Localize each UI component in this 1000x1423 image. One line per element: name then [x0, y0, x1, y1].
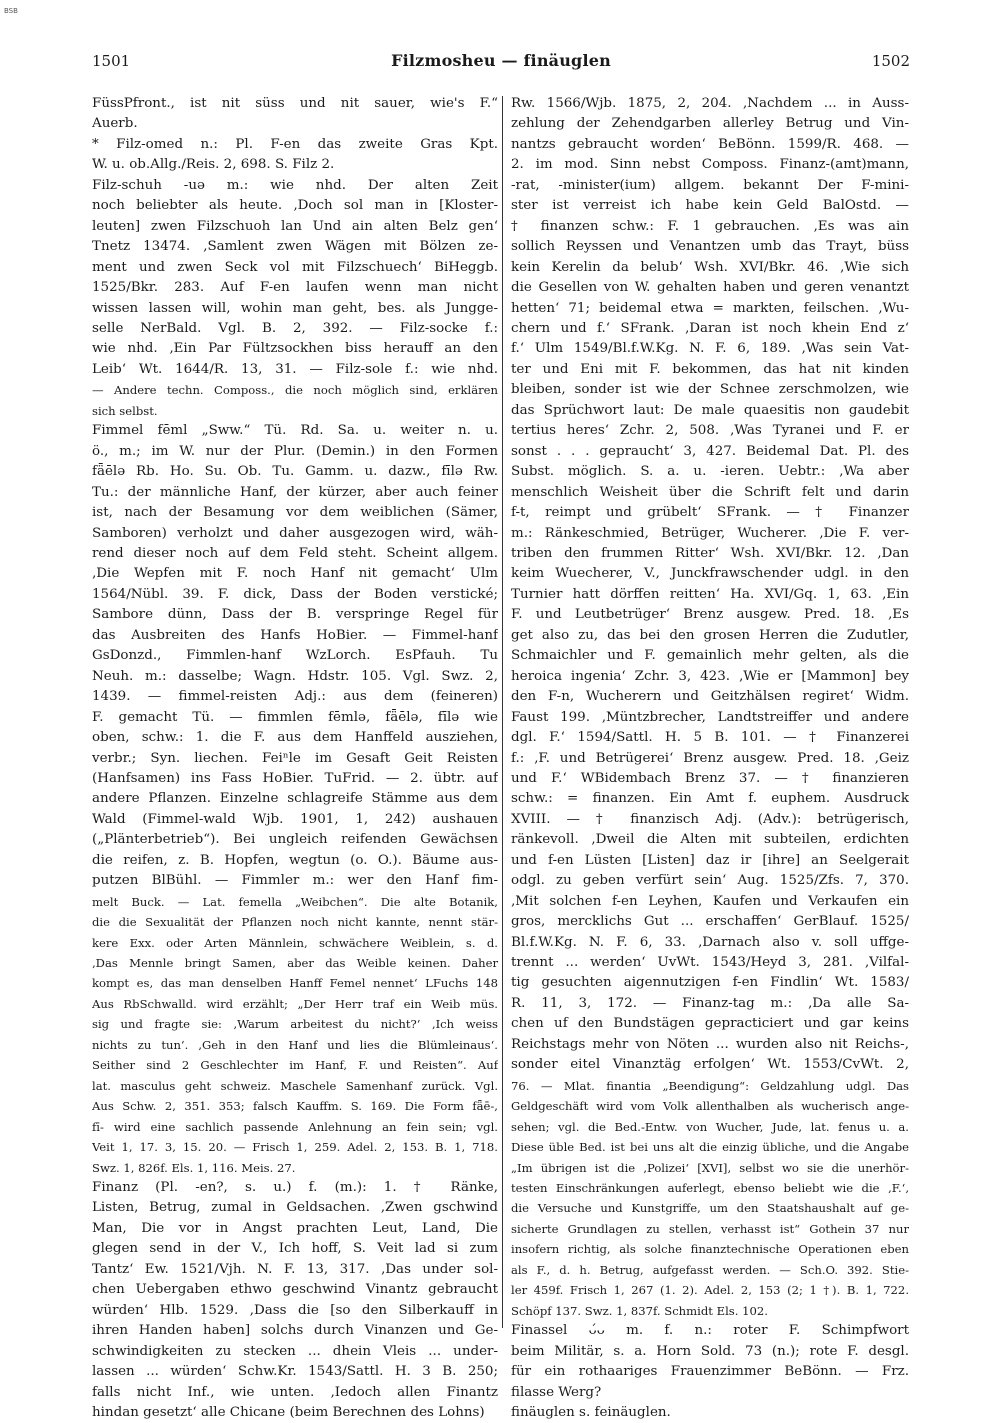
text-line: kere Exx. oder Arten Männlein, schwächere Weiblein, s. d. [92, 935, 498, 950]
text-line: fī- wird eine sachlich passende Anlehnung an fein sein; vgl. [92, 1119, 498, 1134]
text-line: Tantz‘ Ew. 1521/Vjh. N. F. 13, 317. ‚Das under sol- [92, 1261, 498, 1277]
text-line: bleiben, sonder ist wie der Schnee zerschmolzen, wie [511, 382, 909, 398]
text-line: wie nhd. ‚Ein Par Fültzsockhen biss herauff an den [92, 341, 498, 357]
text-line: Aus RbSchwalld. wird erzählt; „Der Herr traf ein Weib müs. [92, 996, 498, 1011]
text-line: „Im übrigen ist die ‚Polizei‘ [XVI], selbst wo sie die unerhör- [511, 1160, 909, 1175]
text-line: noch beliebter als heute. ‚Doch sol man in [Kloster- [92, 198, 498, 214]
text-line: für ein rothaariges Frauenzimmer BeBönn. — Frz. [511, 1364, 909, 1380]
text-line: Faust 199. ‚Müntzbrecher, Landtstreiffer und andere [511, 709, 909, 725]
page-number-right: 1502 [871, 52, 910, 70]
text-line: Tnetz 13474. ‚Samlent zwen Wägen mit Bölzen ze- [92, 239, 498, 255]
left-column [92, 94, 498, 1423]
text-line: nichts zu tun‘. ‚Geh in den Hanf und lies die Blümleinaus‘. [92, 1037, 498, 1052]
text-line: odgl. zu geben verfürt sein‘ Aug. 1525/Zfs. 7, 370. [511, 873, 909, 889]
text-line: sonder eitel Vinanztäg erfolgen‘ Wt. 1553/CvWt. 2, [511, 1057, 909, 1073]
text-line: ränkevoll. ‚Dweil die Alten mit subteilen, erdichten [511, 832, 909, 848]
text-line: FüssPfront., ist nit süss und nit sauer, wie's F.“ [92, 96, 498, 111]
text-line: 2. im mod. Sinn nebst Composs. Finanz-(amt)mann, [511, 157, 909, 173]
text-line: Seither sind 2 Geschlechter im Hanf, F. und Reisten“. Auf [92, 1058, 498, 1073]
text-line: ö., m.; im W. nur der Plur. (Demin.) in den Formen [92, 443, 498, 459]
text-line: † finanzen schw.: F. 1 gebrauchen. ‚Es was ain [511, 218, 909, 234]
text-line: Bl.f.W.Kg. N. F. 6, 33. ‚Darnach also v. soll uffge- [511, 934, 909, 950]
text-line: zehlung der Zehendgarben allerley Betrug und Vin- [511, 116, 909, 132]
text-line: die die Sexualität der Pflanzen noch nicht kannte, nennt stär- [92, 915, 498, 930]
text-line: Schöpf 137. Swz. 1, 837f. Schmidt Els. 102. [511, 1303, 768, 1318]
text-line: leuten] zwen Filzschuoh lan Und ain alten Belz gen‘ [92, 218, 498, 234]
text-line: oben, schw.: 1. die F. aus dem Hanffeld ausziehen, [92, 730, 498, 746]
text-line: fǟēlə Rb. Ho. Su. Ob. Tu. Gamm. u. dazw., fīlə Rw. [92, 464, 498, 480]
text-line: die Gesellen von W. gehalten haben und geren venantzt [511, 280, 909, 296]
text-line: F. und Leutbetrüger‘ Brenz ausgew. Pred. 18. ‚Es [511, 607, 909, 623]
text-line: keim Wuecherer, V., Junckfrawschender udgl. in den [511, 566, 909, 582]
text-line: ter und Eni mit F. bekommen, das hat nit kinden [511, 361, 909, 377]
text-line: R. 11, 3, 172. — Finanz-tag m.: ‚Da alle Sa- [511, 995, 909, 1011]
text-line: putzen BlBühl. — Fimmler m.: wer den Hanf fim- [92, 873, 498, 889]
text-line: das Ausbreiten des Hanfs HoBier. — Fimmel-hanf [92, 627, 498, 643]
text-line: 76. — Mlat. finantia „Beendigung“: Geldzahlung udgl. Das [511, 1078, 909, 1093]
text-line: falls nicht Inf., wie unten. ‚Iedoch allen Finantz [92, 1384, 498, 1400]
text-line: GsDonzd., Fimmlen-hanf WzLorch. EsPfauh. Tu [92, 648, 498, 664]
text-line: sich selbst. [92, 403, 158, 418]
text-line: sonst . . . gepraucht‘ 3, 427. Beidemal Dat. Pl. des [511, 443, 909, 459]
text-line: glegen send in der V., Ich hoff, S. Veit lad si zum [92, 1241, 498, 1257]
text-line: Wald (Fimmel-wald Wjb. 1901, 1, 242) aushauen [92, 811, 498, 827]
text-line: ‚Mit solchen f-en Leyhen, Kaufen und Verkaufen ein [511, 893, 909, 909]
text-line: Diese üble Bed. ist bei uns alt die einzig übliche, und die Angabe [511, 1140, 909, 1155]
text-line: Finassel ᴗ́ᴗ m. f. n.: roter F. Schimpfwort [511, 1323, 909, 1339]
text-line: gros, mercklichs Gut ... erschaffen‘ GerBlauf. 1525/ [511, 914, 909, 930]
page-number-left: 1501 [92, 52, 131, 70]
text-line: als F., d. h. Betrug, aufgefasst werden. — Sch.O. 392. Stie- [511, 1262, 909, 1277]
text-line: die Versuche und Kunstgriffe, um den Staatshaushalt auf ge- [511, 1201, 909, 1216]
text-line: -rat, -minister(ium) allgem. bekannt Der F-mini- [511, 177, 909, 193]
text-line: Subst. möglich. S. a. u. -ieren. Uebtr.: ‚Wa aber [511, 464, 909, 480]
text-line: ‚Das Mennle bringt Samen, aber das Weible keinen. Daher [92, 956, 498, 971]
text-line: F. gemacht Tü. — fimmlen fēmlə, fǟēlə, fīlə wie [92, 709, 498, 725]
text-line: Swz. 1, 826f. Els. 1, 116. Meis. 27. [92, 1160, 296, 1175]
text-line: tig gesuchten aigennutzigen f-en Findlin‘ Wt. 1583/ [511, 975, 909, 991]
text-line: (Hanfsamen) ins Fass HoBier. TuFrid. — 2. übtr. auf [92, 770, 498, 786]
text-line: und f-en Lüsten [Listen] daz ir [ihre] an Seelgerait [511, 852, 909, 868]
text-line: chern und f.‘ SFrank. ‚Daran ist noch khein End z‘ [511, 320, 909, 336]
text-line: Man, Die vor in Angst prachten Leut, Land, Die [92, 1220, 498, 1236]
library-stamp: BSB [4, 7, 18, 15]
text-line: filasse Werg? [511, 1384, 602, 1400]
text-line: würden‘ Hlb. 1529. ‚Dass die [so den Silberkauff in [92, 1302, 498, 1318]
text-line: Listen, Betrug, zumal in Geldsachen. ‚Zwen gschwind [92, 1200, 498, 1216]
text-line: menschlich Weisheit über die Schrift felt und darin [511, 484, 909, 500]
text-line: schw.: = finanzen. Ein Amt f. euphem. Ausdruck [511, 791, 909, 807]
text-line: rend dieser noch auf dem Feld steht. Scheint allgem. [92, 545, 498, 561]
text-line: 1439. — fimmel-reisten Adj.: aus dem (feineren) [92, 689, 498, 705]
text-line: Aus Schw. 2, 351. 353; falsch Kauffm. S. 169. Die Form fǟē-, [92, 1099, 498, 1114]
text-line: Turnier hatt dörffen reitten‘ Ha. XVI/Gq. 1, 63. ‚Ein [511, 586, 909, 602]
text-line: tertius heres‘ Zchr. 2, 508. ‚Was Tyranei und F. er [511, 423, 909, 439]
text-line: kompt es, das man denselben Hanff Femel nennet‘ LFuchs 148 [92, 976, 498, 991]
text-line: und F.‘ WBidembach Brenz 37. — † finanzieren [511, 770, 909, 786]
text-line: W. u. ob.Allg./Reis. 2, 698. S. Filz 2. [92, 157, 335, 173]
text-line: Tu.: der männliche Hanf, der kürzer, aber auch feiner [92, 484, 498, 500]
text-line: Filz-schuh -uə m.: wie nhd. Der alten Zeit [92, 177, 498, 193]
text-line: Veit 1, 17. 3, 15. 20. — Frisch 1, 259. Adel. 2, 153. B. 1, 718. [92, 1140, 498, 1155]
text-line: f.‘ Ulm 1549/Bl.f.W.Kg. N. F. 6, 189. ‚Was sein Vat- [511, 341, 909, 357]
text-line: Leib‘ Wt. 1644/R. 13, 31. — Filz-sole f.: wie nhd. [92, 361, 498, 377]
text-line: Sambore dünn, Dass der B. verspringe Regel für [92, 607, 498, 623]
text-line: XVIII. — † finanzisch Adj. (Adv.): betrügerisch, [511, 811, 909, 827]
text-line: get also zu, das bei den grosen Herren die Zudutler, [511, 627, 909, 643]
text-line: hetten‘ 71; beidemal etwa = markten, feilschen. ‚Wu- [511, 300, 909, 316]
text-line: verbr.; Syn. liechen. Feiⁿle im Gesaft Geit Reisten [92, 750, 498, 766]
right-column [511, 94, 909, 1423]
text-line: die reifen, z. B. Hopfen, wegtun (o. O.). Bäume aus- [92, 852, 498, 868]
text-line: Samboren) verholzt und daher ausgezogen wird, wäh- [92, 525, 498, 541]
text-line: schwindigkeiten zu stecken ... dhein Vleis ... under- [92, 1343, 498, 1359]
page-title: Filzmosheu — finäuglen [391, 51, 611, 70]
text-line: chen uf den Bundstägen gepracticiert und gar keins [511, 1016, 909, 1032]
text-line: — Andere techn. Composs., die noch möglich sind, erklären [92, 383, 498, 398]
text-line: chen Uebergaben ethwo geschwind Vinantz gebraucht [92, 1282, 498, 1298]
text-line: 1525/Bkr. 283. Auf F-en laufen wenn man nicht [92, 280, 498, 296]
text-line: Neuh. m.: dasselbe; Wagn. Hdstr. 105. Vgl. Swz. 2, [92, 668, 498, 684]
text-line: Rw. 1566/Wjb. 1875, 2, 204. ‚Nachdem ... in Auss- [511, 96, 909, 111]
text-line: f-t, reimpt und grübelt‘ SFrank. — † Finanzer [511, 505, 909, 521]
text-line: das Sprüchwort laut: De male quaesitis non gaudebit [511, 402, 909, 418]
text-line: Auerb. [92, 116, 138, 132]
text-line: finäuglen s. feinäuglen. [511, 1405, 671, 1420]
text-line: ster ist verreist ich habe kein Geld BalOstd. — [511, 198, 909, 214]
text-line: beim Militär, s. a. Horn Sold. 73 (n.); rote F. desgl. [511, 1343, 909, 1359]
text-line: ler 459f. Frisch 1, 267 (1. 2). Adel. 2, 153 (2; 1 †). B. 1, 722. [511, 1283, 909, 1298]
text-line: Reichstags mehr von Nöten ... wurden also nit Reichs-, [511, 1036, 909, 1052]
text-line: dgl. F.‘ 1594/Sattl. H. 5 B. 101. — † Finanzerei [511, 730, 909, 746]
text-line: ment und zwen Seck vol mit Filzschuech‘ BiHeggb. [92, 259, 498, 275]
text-line: f.: ‚F. und Betrügerei‘ Brenz ausgew. Pred. 18. ‚Geiz [511, 750, 909, 766]
text-line: Geldgeschäft wird vom Volk allenthalben als wucherisch ange- [511, 1099, 909, 1114]
text-line: sehen; vgl. die Bed.-Entw. von Wucher, Jude, lat. fenus u. a. [511, 1119, 909, 1134]
text-line: trennt ... werden‘ UvWt. 1543/Heyd 3, 281. ‚Vilfal- [511, 955, 909, 971]
text-line: melt Buck. — Lat. femella „Weibchen“. Die alte Botanik, [92, 894, 498, 909]
text-line: ihren Handen haben] solchs durch Vinanzen und Ge- [92, 1323, 498, 1339]
text-line: Finanz (Pl. -en?, s. u.) f. (m.): 1. † Ränke, [92, 1180, 498, 1196]
text-line: andere Pflanzen. Einzelne schlagreife Stämme aus dem [92, 791, 498, 807]
text-line: wissen lassen will, wohin man geht, bes. als Jungge- [92, 300, 498, 316]
text-line: ‚Die Wepfen mit F. noch Hanf nit gemacht‘ Ulm [92, 566, 498, 582]
text-line: („Plänterbetrieb“). Bei ungleich reifenden Gewächsen [92, 832, 498, 848]
text-line: Fimmel fēml „Sww.“ Tü. Rd. Sa. u. weiter n. u. [92, 423, 498, 439]
text-line: hindan gesetzt‘ alle Chicane (beim Berechnen des Lohns) [92, 1405, 485, 1420]
text-line: sig und fragte sie: ‚Warum arbeitest du nicht?‘ ‚Ich weiss [92, 1017, 498, 1032]
column-divider [502, 96, 503, 1328]
text-line: sollich Reyssen und Venantzen umb das Trayt, büss [511, 239, 909, 255]
page-header [92, 48, 910, 78]
text-line: insofern richtig, als solche finanztechnische Operationen eben [511, 1242, 909, 1257]
text-line: nantzs gebraucht worden‘ BeBönn. 1599/R. 468. — [511, 136, 909, 152]
text-line: ist, nach der Besamung vor dem weiblichen (Sämer, [92, 505, 498, 521]
text-line: heroica ingenia‘ Zchr. 3, 423. ‚Wie er [Mammon] bey [511, 668, 909, 684]
text-line: triben den frummen Ritter‘ Wsh. XVI/Bkr. 12. ‚Dan [511, 545, 909, 561]
text-line: * Filz-omed n.: Pl. F-en das zweite Gras Kpt. [92, 136, 498, 152]
text-line: selle NerBald. Vgl. B. 2, 392. — Filz-socke f.: [92, 320, 498, 336]
text-line: lassen ... würden‘ Schw.Kr. 1543/Sattl. H. 3 B. 250; [92, 1364, 498, 1380]
text-line: testen Einschränkungen auferlegt, ebenso beliebt wie die ‚F.‘, [511, 1181, 909, 1196]
text-line: den F-n, Wucherern und Geitzhälsen regiret‘ Widm. [511, 689, 909, 705]
text-line: Schmaichler und F. gemainlich mehr gelten, als die [511, 648, 909, 664]
text-line: sicherte Grundlagen zu stellen, verhasst ist“ Gothein 37 nur [511, 1221, 909, 1236]
text-line: kein Kerelin da belub‘ Wsh. XVI/Bkr. 46. ‚Wie sich [511, 259, 909, 275]
text-line: 1564/Nübl. 39. F. dick, Dass der Boden verstické; [92, 586, 498, 602]
text-line: m.: Ränkeschmied, Betrüger, Wucherer. ‚Die F. ver- [511, 525, 909, 541]
text-line: lat. masculus geht schweiz. Maschele Samenhanf zurück. Vgl. [92, 1078, 498, 1093]
